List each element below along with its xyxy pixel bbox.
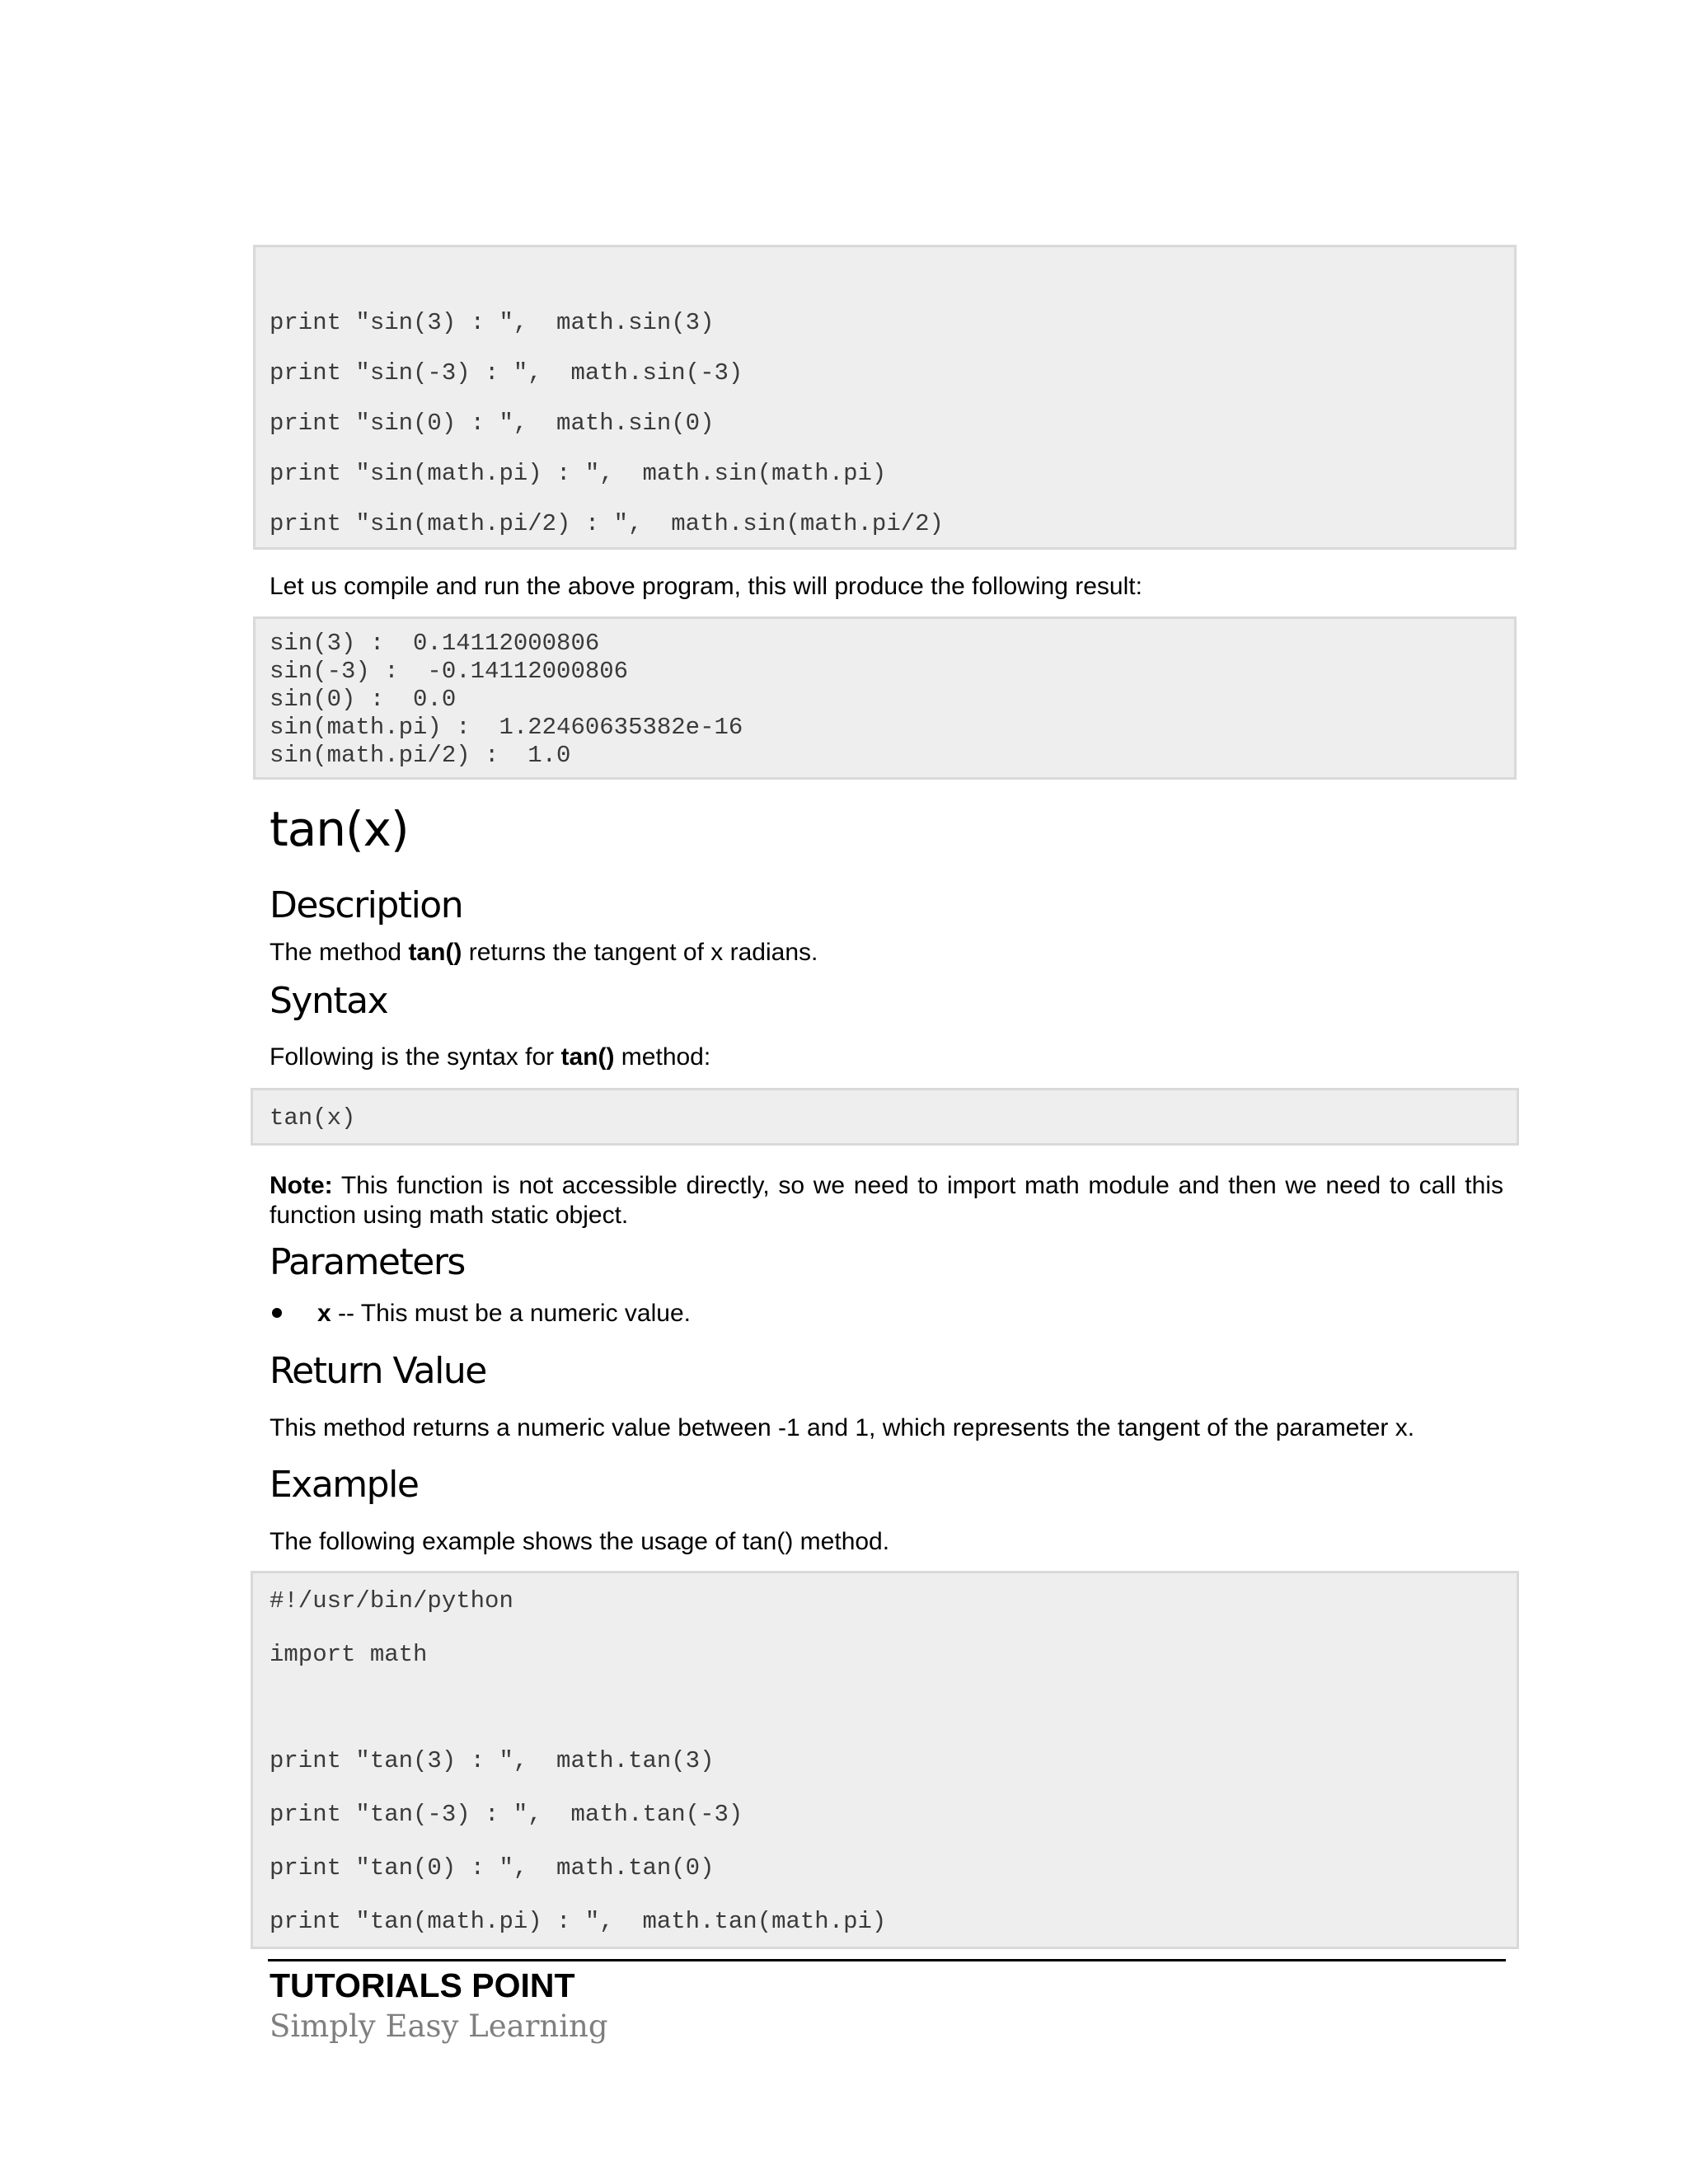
syntax-text: Following is the syntax for tan() method:	[270, 1043, 711, 1071]
code-line: print "sin(-3) : ", math.sin(-3)	[270, 359, 743, 387]
result-intro: Let us compile and run the above program, this will produce the following result:	[270, 573, 1142, 600]
code-line: print "sin(math.pi) : ", math.sin(math.pi)	[270, 460, 887, 487]
code-line: print "tan(math.pi) : ", math.tan(math.pi)	[270, 1908, 887, 1935]
description-heading: Description	[270, 884, 463, 926]
return-value-heading: Return Value	[270, 1350, 486, 1392]
return-value-text: This method returns a numeric value between -1 and 1, which represents the tangent of the parameter x.	[270, 1414, 1415, 1441]
syntax-code-block	[251, 1088, 1519, 1146]
code-line: print "tan(-3) : ", math.tan(-3)	[270, 1801, 743, 1828]
sin-code-block	[253, 245, 1517, 550]
footer-divider	[268, 1959, 1506, 1961]
bullet-icon	[272, 1308, 282, 1318]
code-line: import math	[270, 1641, 428, 1668]
footer-tagline: Simply Easy Learning	[270, 2008, 608, 2044]
note-text: Note: This function is not accessible directly, so we need to import math module and then we need to call this function using math static object.	[270, 1172, 1503, 1229]
code-line: print "sin(3) : ", math.sin(3)	[270, 309, 715, 336]
code-line: print "tan(3) : ", math.tan(3)	[270, 1747, 715, 1774]
output-line: sin(math.pi/2) : 1.0	[270, 742, 571, 769]
example-heading: Example	[270, 1464, 419, 1506]
code-line: #!/usr/bin/python	[270, 1587, 513, 1615]
footer-brand: TUTORIALS POINT	[270, 1966, 575, 2004]
code-line: print "sin(math.pi/2) : ", math.sin(math.pi/2)	[270, 510, 944, 537]
description-text: The method tan() returns the tangent of x radians.	[270, 939, 818, 966]
section-title: tan(x)	[270, 801, 409, 857]
parameters-heading: Parameters	[270, 1241, 465, 1283]
syntax-code: tan(x)	[270, 1104, 356, 1132]
code-line: print "sin(0) : ", math.sin(0)	[270, 410, 715, 437]
example-intro: The following example shows the usage of tan() method.	[270, 1528, 890, 1555]
code-line: print "tan(0) : ", math.tan(0)	[270, 1854, 715, 1882]
output-line: sin(3) : 0.14112000806	[270, 630, 600, 657]
output-line: sin(-3) : -0.14112000806	[270, 658, 629, 685]
parameter-item: x -- This must be a numeric value.	[317, 1300, 691, 1327]
syntax-heading: Syntax	[270, 980, 388, 1022]
output-line: sin(math.pi) : 1.22460635382e-16	[270, 714, 743, 741]
output-line: sin(0) : 0.0	[270, 686, 457, 713]
